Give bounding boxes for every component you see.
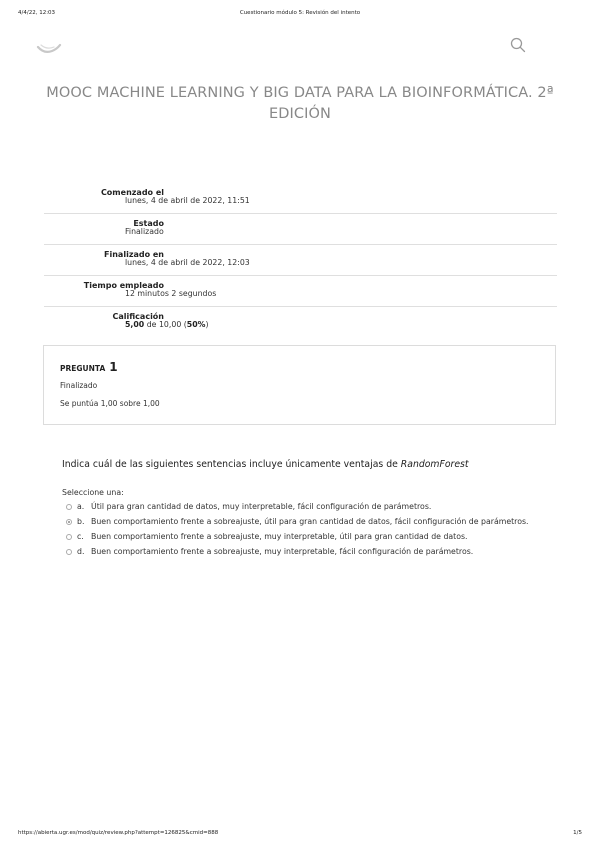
- summary-value: lunes, 4 de abril de 2022, 11:51: [125, 196, 250, 205]
- answer-letter: b.: [77, 517, 85, 526]
- summary-label: Calificación: [112, 312, 164, 321]
- question-text-prefix: Indica cuál de las siguientes sentencias incluye únicamente ventajas de: [62, 459, 401, 470]
- summary-label: Comenzado el: [100, 188, 164, 197]
- summary-row-grade: [44, 307, 557, 337]
- summary-row-state: [44, 214, 557, 245]
- question-text: [62, 459, 469, 470]
- course-title: [40, 83, 560, 125]
- radio-button[interactable]: [66, 549, 72, 555]
- radio-button[interactable]: [66, 534, 72, 540]
- question-number: 1: [109, 360, 118, 374]
- grade-score: 5,00: [125, 320, 145, 329]
- course-title-line2: EDICIÓN: [269, 106, 331, 122]
- answer-letter: a.: [77, 502, 85, 511]
- summary-row-started: [44, 183, 557, 214]
- question-state: Finalizado: [60, 381, 98, 390]
- course-title-line1: MOOC MACHINE LEARNING Y BIG DATA PARA LA BIOINFORMÁTICA. 2ª: [46, 85, 554, 101]
- grade-percent: 50%: [186, 320, 206, 329]
- summary-label: Tiempo empleado: [83, 281, 164, 290]
- answer-text: Buen comportamiento frente a sobreajuste, muy interpretable, útil para gran cantidad de datos.: [91, 532, 468, 541]
- answer-text: Buen comportamiento frente a sobreajuste, útil para gran cantidad de datos, fácil configuración de parámetros.: [91, 517, 529, 526]
- grade-mid: de 10,00 (: [144, 320, 187, 329]
- radio-button-selected[interactable]: [66, 519, 72, 525]
- radio-button[interactable]: [66, 504, 72, 510]
- summary-row-finished: [44, 245, 557, 276]
- answer-prompt: Seleccione una:: [62, 488, 124, 497]
- print-url: https://abierta.ugr.es/mod/quiz/review.php?attempt=126825&cmid=888: [18, 830, 219, 836]
- question-grade: Se puntúa 1,00 sobre 1,00: [60, 399, 160, 408]
- print-date: 4/4/22, 12:03: [18, 10, 56, 16]
- summary-label: Finalizado en: [104, 250, 164, 259]
- summary-value-grade: [125, 320, 209, 329]
- answer-text: Buen comportamiento frente a sobreajuste, muy interpretable, fácil configuración de parámetros.: [91, 547, 474, 556]
- summary-label: Estado: [133, 219, 164, 228]
- summary-value: lunes, 4 de abril de 2022, 12:03: [125, 258, 250, 267]
- summary-value: 12 minutos 2 segundos: [125, 289, 217, 298]
- search-icon[interactable]: [510, 37, 526, 53]
- answer-letter: c.: [77, 532, 84, 541]
- question-header: [60, 360, 118, 374]
- question-info-box: [43, 345, 556, 425]
- answer-text: Útil para gran cantidad de datos, muy interpretable, fácil configuración de parámetros.: [91, 502, 432, 511]
- page-number: 1/5: [573, 830, 582, 836]
- logo-icon[interactable]: [36, 40, 62, 54]
- summary-row-time-taken: [44, 276, 557, 307]
- question-text-emphasis: RandomForest: [400, 459, 469, 470]
- grade-end: ): [205, 320, 209, 329]
- summary-value: Finalizado: [125, 227, 164, 236]
- attempt-summary-table: [44, 183, 557, 337]
- question-label: PREGUNTA: [60, 364, 106, 373]
- answer-letter: d.: [77, 547, 85, 556]
- print-title: Cuestionario módulo 5: Revisión del intento: [239, 10, 361, 16]
